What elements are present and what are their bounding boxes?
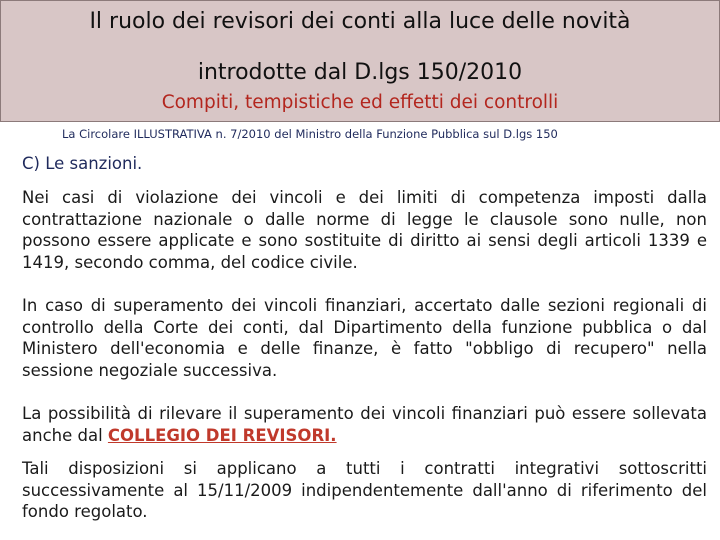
paragraph-superamento: In caso di superamento dei vincoli finanziari, accertato dalle sezioni regionali di controllo della Corte dei conti, dal Dipartimento della funzione pubblica o dal Ministero dell'economia e delle finanze, è fatto "obbligo di recupero" nella sessione negoziale successiva.	[22, 296, 707, 380]
paragraph-collegio-text: La possibilità di rilevare il superamento dei vincoli finanziari può essere sollevata anche dal	[22, 404, 707, 445]
collegio-revisori-link[interactable]: COLLEGIO DEI REVISORI.	[107, 425, 337, 445]
paragraph-disposizioni: Tali disposizioni si applicano a tutti i contratti integrativi sottoscritti successivamente al 15/11/2009 indipendentemente dall'anno di riferimento del fondo regolato.	[22, 459, 707, 521]
paragraph-collegio	[22, 403, 707, 446]
slide-title-line-2: introdotte dal D.lgs 150/2010	[197, 60, 523, 85]
circolare-caption: La Circolare ILLUSTRATIVA n. 7/2010 del Ministro della Funzione Pubblica sul D.lgs 150	[62, 127, 558, 141]
slide-title-line-1: Il ruolo dei revisori dei conti alla luce delle novità	[89, 9, 631, 34]
slide-subtitle: Compiti, tempistiche ed effetti dei controlli	[161, 92, 559, 113]
slide-header	[0, 0, 720, 122]
paragraph-violazione: Nei casi di violazione dei vincoli e dei limiti di competenza imposti dalla contrattazione nazionale o dalle norme di legge le clausole sono nulle, non possono essere applicate e sono sostituite di diritto ai sensi degli articoli 1339 e 1419, secondo comma, del codice civile.	[22, 188, 707, 272]
section-heading: C) Le sanzioni.	[22, 154, 143, 173]
